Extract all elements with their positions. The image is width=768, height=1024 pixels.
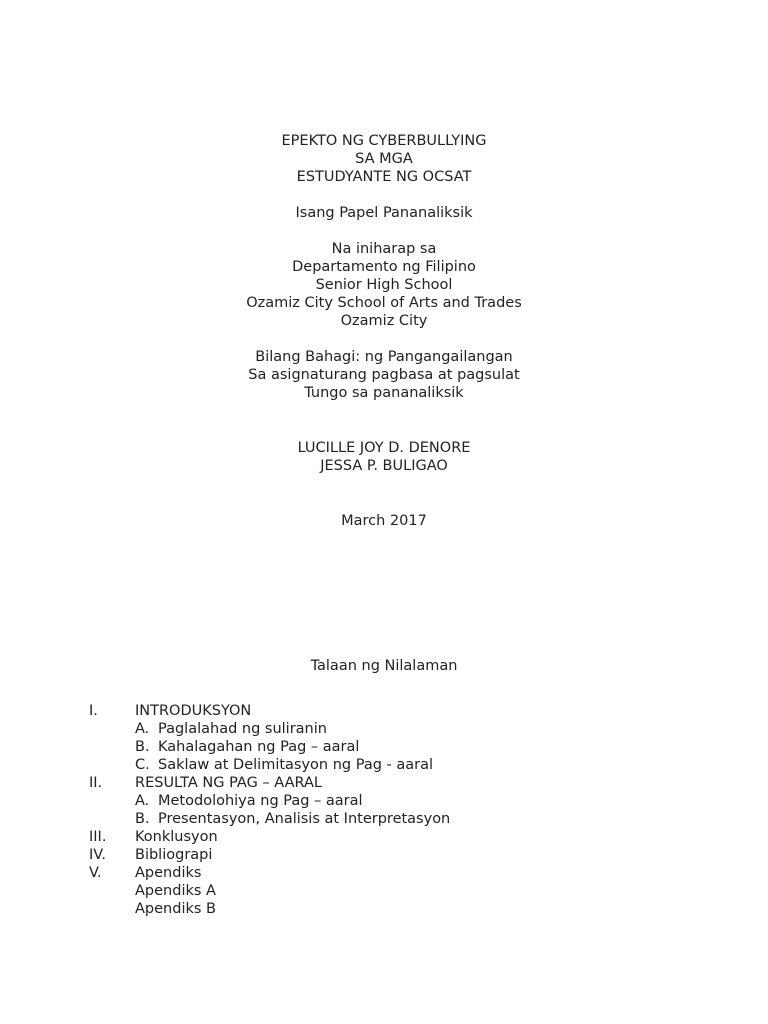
- toc-section-number: III.: [89, 829, 107, 845]
- author-1: LUCILLE JOY D. DENORE: [297, 440, 471, 456]
- requirement-line-1: Bilang Bahagi: ng Pangangailangan: [255, 349, 513, 365]
- toc-section-label: RESULTA NG PAG – AARAL: [135, 775, 322, 791]
- department: Departamento ng Filipino: [292, 259, 476, 275]
- toc-section-label: Konklusyon: [135, 829, 218, 845]
- toc-section-number: IV.: [89, 847, 106, 863]
- toc-section-label: Apendiks: [135, 865, 202, 881]
- title-line-1: EPEKTO NG CYBERBULLYING: [281, 133, 487, 149]
- city: Ozamiz City: [340, 313, 428, 329]
- date: March 2017: [341, 513, 427, 529]
- author-2: JESSA P. BULIGAO: [320, 458, 448, 474]
- toc-item-letter: B.: [135, 739, 150, 755]
- toc-item-letter: B.: [135, 811, 150, 827]
- toc-item-label: Saklaw at Delimitasyon ng Pag - aaral: [158, 757, 434, 773]
- toc-section-number: II.: [89, 775, 103, 791]
- paper-type: Isang Papel Pananaliksik: [295, 205, 473, 221]
- toc-section-label: Bibliograpi: [135, 847, 213, 863]
- toc-item-letter: A.: [135, 793, 150, 809]
- toc-section-label: INTRODUKSYON: [135, 703, 252, 719]
- school-level: Senior High School: [315, 277, 453, 293]
- toc-section-number: I.: [89, 703, 98, 719]
- title-line-3: ESTUDYANTE NG OCSAT: [296, 169, 472, 185]
- school-name: Ozamiz City School of Arts and Trades: [246, 295, 522, 311]
- toc-item-letter: C.: [135, 757, 150, 773]
- toc-item-letter: A.: [135, 721, 150, 737]
- toc-item-label: Paglalahad ng suliranin: [158, 721, 327, 737]
- requirement-line-3: Tungo sa pananaliksik: [304, 385, 464, 401]
- toc-item-label: Metodolohiya ng Pag – aaral: [158, 793, 363, 809]
- toc-item-label: Presentasyon, Analisis at Interpretasyon: [158, 811, 451, 827]
- requirement-line-2: Sa asignaturang pagbasa at pagsulat: [248, 367, 520, 383]
- toc-subitem: Apendiks A: [135, 883, 216, 899]
- toc-heading: Talaan ng Nilalaman: [310, 658, 458, 674]
- toc-section-number: V.: [89, 865, 102, 881]
- presented-to-line-1: Na iniharap sa: [331, 241, 437, 257]
- toc-subitem: Apendiks B: [135, 901, 216, 917]
- title-line-2: SA MGA: [355, 151, 413, 167]
- toc-item-label: Kahalagahan ng Pag – aaral: [158, 739, 360, 755]
